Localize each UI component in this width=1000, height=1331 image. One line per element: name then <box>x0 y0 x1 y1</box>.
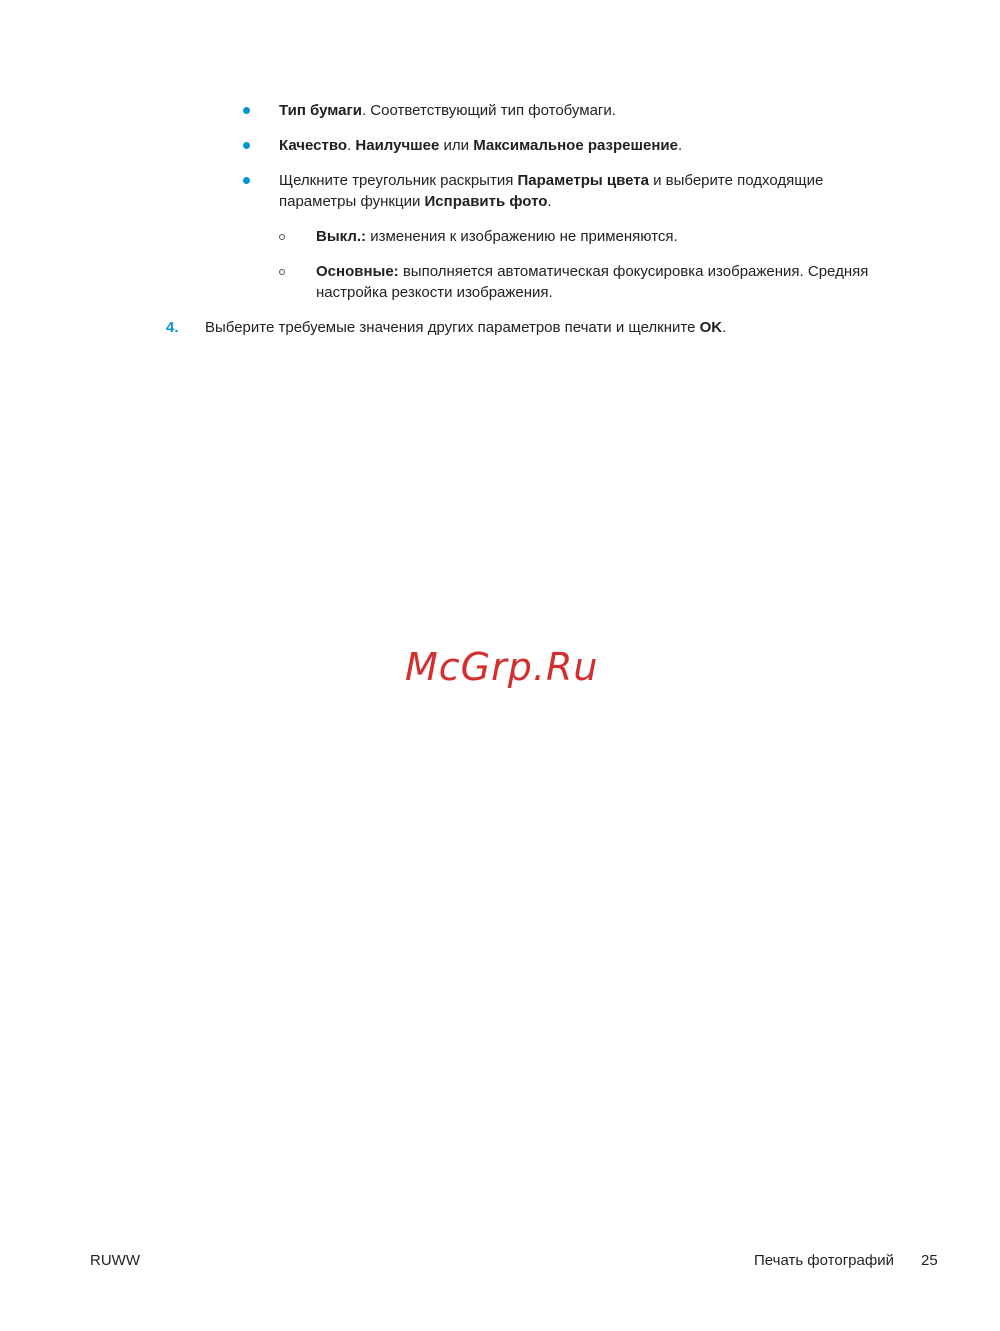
step-number: 4. <box>166 319 179 336</box>
description: выполняется автоматическая фокусировка изображения. Средняя <box>398 263 869 280</box>
bullet-item-quality <box>279 135 682 156</box>
separator: . <box>347 137 356 154</box>
description: изменения к изображению не применяются. <box>366 228 678 245</box>
line-2: настройка резкости изображения. <box>316 284 553 301</box>
term: Выкл.: <box>316 228 367 245</box>
sub-bullet-basic <box>316 261 868 303</box>
text: . <box>547 193 552 210</box>
line-2 <box>279 191 823 212</box>
footer-section: Печать фотографий <box>754 1252 894 1269</box>
bullet-dot <box>243 107 250 114</box>
bullet-item-paper-type <box>279 100 616 121</box>
footer-left: RUWW <box>90 1252 140 1269</box>
term: Основные: <box>316 263 399 280</box>
text: Выберите требуемые значения других параметров печати и щелкните <box>205 319 700 336</box>
bullet-dot <box>243 142 250 149</box>
description: . Соответствующий тип фотобумаги. <box>361 102 616 119</box>
term: OK <box>699 319 723 336</box>
sub-bullet-off <box>316 226 678 247</box>
bullet-item-color-options <box>279 170 823 212</box>
period: . <box>722 319 727 336</box>
line-1 <box>279 170 823 191</box>
term: Параметры цвета <box>517 172 649 189</box>
line-1 <box>316 261 868 282</box>
page-number: 25 <box>921 1252 938 1269</box>
sub-bullet-ring <box>279 269 285 275</box>
bullet-dot <box>243 177 250 184</box>
term: Качество <box>279 137 348 154</box>
text: параметры функции <box>279 193 425 210</box>
option-best: Наилучшее <box>355 137 440 154</box>
text: и выберите подходящие <box>648 172 824 189</box>
sub-bullet-ring <box>279 234 285 240</box>
text: Щелкните треугольник раскрытия <box>279 172 518 189</box>
watermark: McGrp.Ru <box>405 645 599 689</box>
option-max-dpi: Максимальное разрешение <box>473 137 678 154</box>
conjunction: или <box>439 137 474 154</box>
term: Тип бумаги <box>279 102 362 119</box>
term: Исправить фото <box>424 193 548 210</box>
step-text <box>205 317 726 338</box>
period: . <box>677 137 683 154</box>
